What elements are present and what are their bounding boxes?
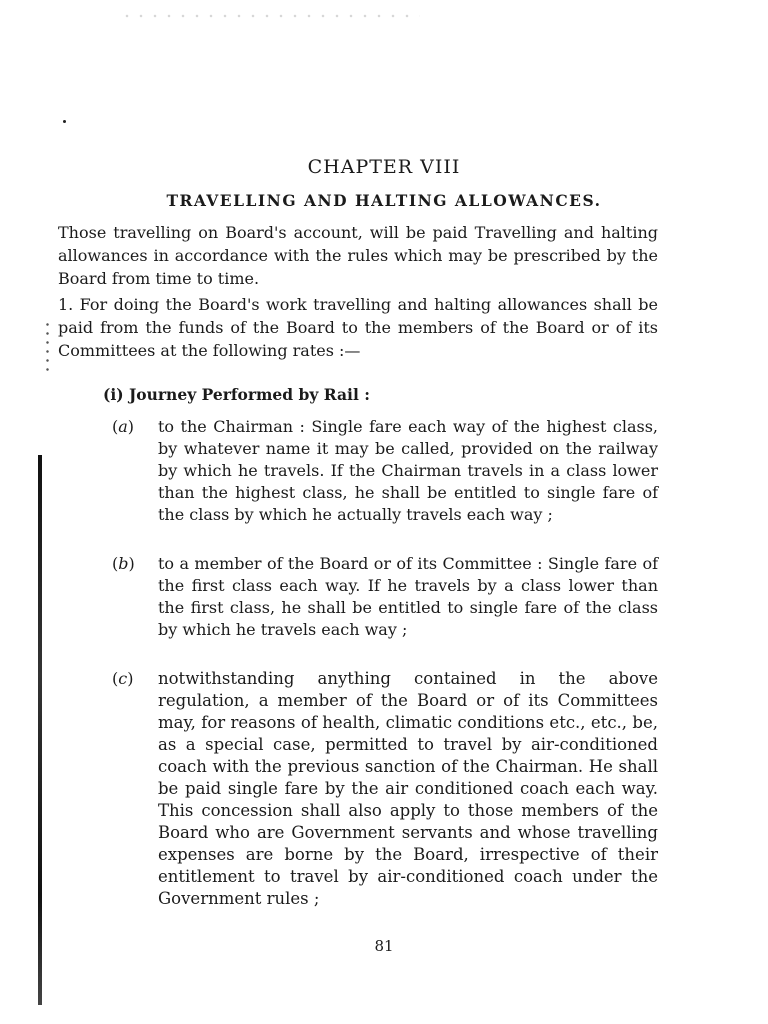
chapter-title: CHAPTER VIII xyxy=(307,156,461,178)
rule-paragraph: 1. For doing the Board's work travelling and halting allowances shall be paid from the funds of the Board to the members of the Board or of its Committees at the following rates :— xyxy=(58,295,658,360)
section-heading: TRAVELLING AND HALTING ALLOWANCES. xyxy=(166,191,602,210)
list-item xyxy=(112,668,658,910)
list-item xyxy=(112,553,658,641)
list-marker: (a) xyxy=(112,417,135,436)
list-marker: (c) xyxy=(112,669,134,688)
subsection-heading: (i) Journey Performed by Rail : xyxy=(103,385,370,404)
list-marker: (b) xyxy=(112,554,135,573)
scan-artifact xyxy=(46,320,49,376)
page-number: 81 xyxy=(374,937,394,955)
list-item-text: notwithstanding anything contained in the above regulation, a member of the Board or of its Committees may, for reasons of health, climatic conditions etc., etc., be, as a special case, permitted to travel by air-conditioned coach with the previous sanction of the Chairman. He shall be paid single fare by the air conditioned coach each way. This concession shall also apply to those members of the Board who are Government servants and whose travelling expenses are borne by the Board, irrespective of their entitlement to travel by air-conditioned coach under the Government rules ; xyxy=(158,669,658,908)
scan-speck xyxy=(63,120,66,123)
scan-artifact xyxy=(120,14,420,18)
intro-paragraph: Those travelling on Board's account, will be paid Travelling and halting allowances in accordance with the rules which may be prescribed by the Board from time to time. xyxy=(58,223,658,288)
list-item-text: to a member of the Board or of its Committee : Single fare of the first class each way. If he travels by a class lower than the first class, he shall be entitled to single fare of the class by which he travels each way ; xyxy=(158,554,658,639)
scan-binding-edge xyxy=(38,455,42,1005)
list-item xyxy=(112,416,658,526)
list-item-text: to the Chairman : Single fare each way of the highest class, by whatever name it may be called, provided on the railway by which he travels. If the Chairman travels in a class lower than the highest class, he shall be entitled to single fare of the class by which he actually travels each way ; xyxy=(158,417,658,524)
